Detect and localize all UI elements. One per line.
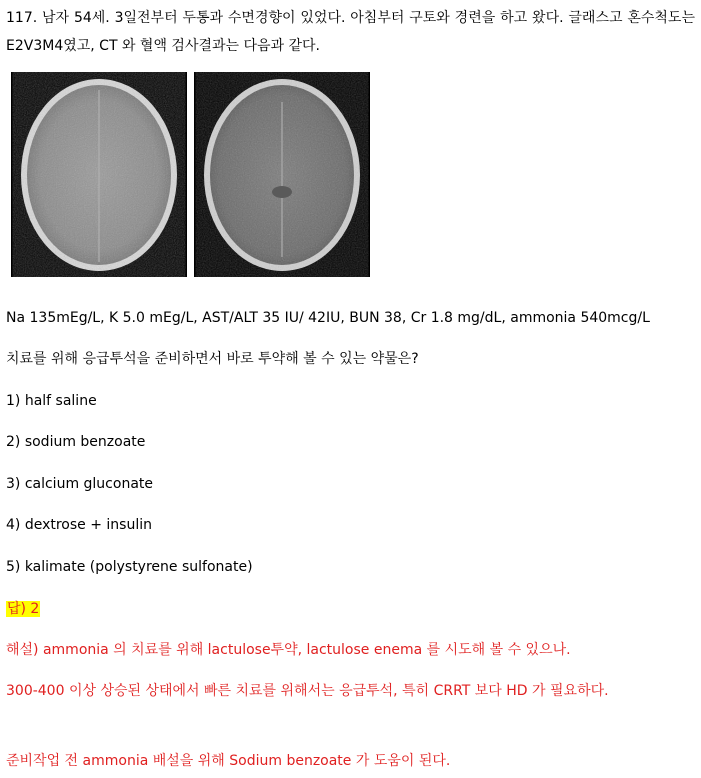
- question-prompt: 치료를 위해 응급투석을 준비하면서 바로 투약해 볼 수 있는 약물은?: [6, 351, 419, 367]
- ct-scan-right-image: [194, 72, 370, 277]
- lab-results: Na 135mEg/L, K 5.0 mEg/L, AST/ALT 35 IU/ 42IU, BUN 38, Cr 1.8 mg/dL, ammonia 540mcg/L: [6, 310, 650, 326]
- option-4: 4) dextrose + insulin: [6, 517, 152, 533]
- explanation-line-2: 300-400 이상 상승된 상태에서 빠른 치료를 위해서는 응급투석, 특히 CRRT 보다 HD 가 필요하다.: [6, 683, 609, 699]
- option-3: 3) calcium gluconate: [6, 476, 153, 492]
- answer-label: 답) 2: [7, 601, 40, 617]
- answer-line: [6, 596, 695, 622]
- question-stem: 117. 남자 54세. 3일전부터 두통과 수면경향이 있었다. 아침부터 구토와 경련을 하고 왔다. 글래스고 혼수척도는 E2V3M4였고, CT 와 혈액 검사결과는 다음과 같다.: [6, 10, 695, 54]
- option-2: 2) sodium benzoate: [6, 434, 146, 450]
- option-5: 5) kalimate (polystyrene sulfonate): [6, 559, 253, 575]
- explanation-line-1: 해설) ammonia 의 치료를 위해 lactulose투약, lactulose enema 를 시도해 볼 수 있으나.: [6, 642, 571, 658]
- ct-image-panel: [11, 72, 370, 277]
- option-1: 1) half saline: [6, 393, 97, 409]
- ct-scan-left-image: [11, 72, 187, 277]
- explanation-line-3: 준비작업 전 ammonia 배설을 위해 Sodium benzoate 가 도움이 된다.: [6, 753, 451, 769]
